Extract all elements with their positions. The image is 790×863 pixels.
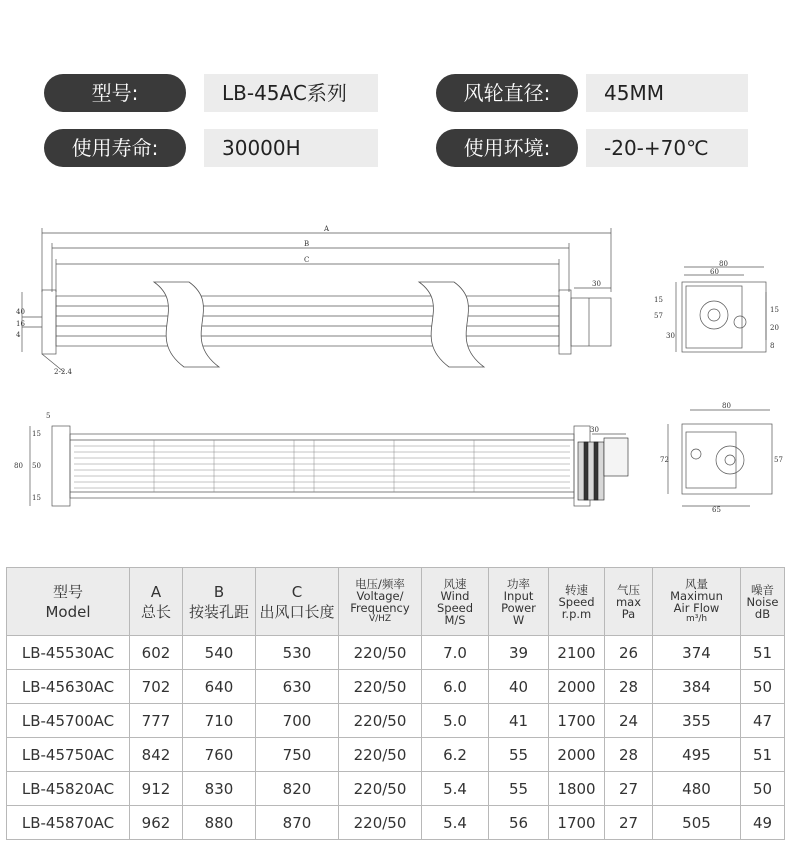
cell-pressure: 28: [605, 738, 653, 772]
table-body: [7, 636, 785, 840]
end-view-bottom-drawing: [660, 402, 784, 514]
table-row: [7, 772, 785, 806]
table-header: [7, 568, 785, 636]
end-top-d60: 60: [710, 268, 719, 276]
header-line: 按装孔距: [188, 602, 249, 621]
cell-b-hole-distance: 640: [183, 670, 256, 704]
cell-air-flow: 374: [653, 636, 741, 670]
end-top-d15a: 15: [654, 296, 663, 304]
cell-speed: 1700: [549, 704, 605, 738]
header-line: 总长: [140, 602, 171, 621]
header-line: 风量: [685, 577, 708, 591]
header-line: 型号: [52, 582, 83, 601]
cell-input-power: 39: [489, 636, 549, 670]
cell-wind-speed: 5.0: [422, 704, 489, 738]
cell-c-outlet-length: 750: [256, 738, 339, 772]
cell-noise: 51: [741, 636, 785, 670]
header-line: 噪音: [751, 582, 774, 597]
end-top-d80: 80: [719, 260, 728, 268]
end-top-d20: 20: [770, 324, 779, 332]
header-wind-speed: [422, 568, 489, 636]
cell-wind-speed: 7.0: [422, 636, 489, 670]
cell-noise: 50: [741, 670, 785, 704]
spec-wheel-diameter-label: 风轮直径:: [436, 74, 578, 112]
header-line: Maximun: [670, 589, 723, 603]
cell-a-total-length: 702: [130, 670, 183, 704]
header-line: 气压: [617, 582, 640, 597]
cell-c-outlet-length: 700: [256, 704, 339, 738]
spec-table: [6, 567, 785, 840]
cell-c-outlet-length: 630: [256, 670, 339, 704]
cell-b-hole-distance: 830: [183, 772, 256, 806]
header-line: V/HZ: [368, 614, 392, 624]
cell-wind-speed: 5.4: [422, 806, 489, 840]
cell-pressure: 28: [605, 670, 653, 704]
dim-c: C: [304, 256, 310, 264]
cell-speed: 2000: [549, 670, 605, 704]
table-row: [7, 738, 785, 772]
cell-speed: 2100: [549, 636, 605, 670]
cell-a-total-length: 842: [130, 738, 183, 772]
header-pressure: [605, 568, 653, 636]
cell-model: LB-45820AC: [7, 772, 130, 806]
spec-wheel-diameter: [436, 74, 748, 112]
header-line: Input: [503, 588, 534, 603]
header-voltage-frequency: [339, 568, 422, 636]
header-line: Noise: [746, 594, 779, 609]
cell-input-power: 40: [489, 670, 549, 704]
cell-air-flow: 355: [653, 704, 741, 738]
spec-environment-value: -20-+70℃: [586, 129, 748, 167]
spec-lifetime: [44, 129, 378, 167]
spec-lifetime-value: 30000H: [204, 129, 378, 167]
header-line: 电压/频率: [355, 577, 405, 591]
header-line: max: [615, 594, 642, 609]
end-bottom-d80: 80: [722, 402, 731, 410]
cell-wind-speed: 5.4: [422, 772, 489, 806]
header-input-power: [489, 568, 549, 636]
dim-16: 16: [16, 320, 25, 328]
front-d5: 5: [46, 412, 51, 420]
header-line: B: [213, 582, 225, 601]
cell-voltage-frequency: 220/50: [339, 636, 422, 670]
dim-b: B: [304, 240, 310, 248]
cell-noise: 47: [741, 704, 785, 738]
cell-c-outlet-length: 530: [256, 636, 339, 670]
end-bottom-d57: 57: [774, 456, 783, 464]
dim-4: 4: [16, 331, 21, 339]
table-row: [7, 636, 785, 670]
table-row: [7, 670, 785, 704]
cell-b-hole-distance: 760: [183, 738, 256, 772]
cell-model: LB-45750AC: [7, 738, 130, 772]
cell-c-outlet-length: 870: [256, 806, 339, 840]
header-line: Pa: [621, 606, 636, 621]
cell-b-hole-distance: 540: [183, 636, 256, 670]
front-d15a: 15: [32, 430, 41, 438]
cell-input-power: 55: [489, 772, 549, 806]
table-row: [7, 704, 785, 738]
header-noise: [741, 568, 785, 636]
header-line: Voltage/: [356, 589, 404, 603]
cell-noise: 49: [741, 806, 785, 840]
dim-40: 40: [16, 308, 25, 316]
header-air-flow: [653, 568, 741, 636]
cell-model: LB-45530AC: [7, 636, 130, 670]
cell-voltage-frequency: 220/50: [339, 738, 422, 772]
cell-input-power: 41: [489, 704, 549, 738]
spec-lifetime-label: 使用寿命:: [44, 129, 186, 167]
dim-a: A: [324, 225, 330, 233]
header-a-total-length: [130, 568, 183, 636]
front-d15b: 15: [32, 494, 41, 502]
cell-pressure: 26: [605, 636, 653, 670]
cell-a-total-length: 912: [130, 772, 183, 806]
cell-pressure: 27: [605, 806, 653, 840]
cell-noise: 51: [741, 738, 785, 772]
dim-30: 30: [592, 280, 601, 288]
header-line: 出风口长度: [259, 602, 335, 621]
cell-air-flow: 495: [653, 738, 741, 772]
header-line: r.p.m: [561, 606, 592, 621]
header-line: C: [291, 582, 303, 601]
header-line: Speed: [436, 600, 474, 615]
header-line: M/S: [444, 612, 466, 627]
cell-air-flow: 480: [653, 772, 741, 806]
end-bottom-d65: 65: [712, 506, 721, 514]
cell-b-hole-distance: 710: [183, 704, 256, 738]
header-line: Wind: [440, 588, 470, 603]
cell-a-total-length: 602: [130, 636, 183, 670]
cell-speed: 1800: [549, 772, 605, 806]
front-d30: 30: [590, 426, 599, 434]
header-line: 功率: [507, 576, 530, 591]
cell-air-flow: 505: [653, 806, 741, 840]
end-top-d8: 8: [770, 342, 775, 350]
cell-pressure: 27: [605, 772, 653, 806]
table-row: [7, 806, 785, 840]
cell-voltage-frequency: 220/50: [339, 806, 422, 840]
end-top-d15b: 15: [770, 306, 779, 314]
spec-model: [44, 74, 378, 112]
cell-c-outlet-length: 820: [256, 772, 339, 806]
cell-model: LB-45870AC: [7, 806, 130, 840]
spec-model-value: LB-45AC系列: [204, 74, 378, 112]
end-top-d57: 57: [654, 312, 663, 320]
cell-b-hole-distance: 880: [183, 806, 256, 840]
header-line: Model: [45, 602, 91, 621]
cell-speed: 1700: [549, 806, 605, 840]
header-line: 转速: [565, 582, 588, 597]
spec-environment: [436, 129, 748, 167]
front-view-drawing: [14, 408, 644, 518]
end-bottom-d72: 72: [660, 456, 669, 464]
header-line: m³/h: [685, 614, 708, 624]
header-model: [7, 568, 130, 636]
cell-model: LB-45700AC: [7, 704, 130, 738]
cell-air-flow: 384: [653, 670, 741, 704]
end-view-top-drawing: [636, 260, 784, 360]
cell-a-total-length: 962: [130, 806, 183, 840]
cell-input-power: 55: [489, 738, 549, 772]
header-c-outlet-length: [256, 568, 339, 636]
cell-noise: 50: [741, 772, 785, 806]
cell-voltage-frequency: 220/50: [339, 670, 422, 704]
cell-a-total-length: 777: [130, 704, 183, 738]
cell-speed: 2000: [549, 738, 605, 772]
cell-model: LB-45630AC: [7, 670, 130, 704]
top-view-drawing: [14, 222, 634, 380]
front-d50: 50: [32, 462, 41, 470]
cell-voltage-frequency: 220/50: [339, 704, 422, 738]
spec-model-label: 型号:: [44, 74, 186, 112]
header-b-hole-distance: [183, 568, 256, 636]
end-top-d30: 30: [666, 332, 675, 340]
cell-voltage-frequency: 220/50: [339, 772, 422, 806]
header-line: A: [150, 582, 162, 601]
spec-wheel-diameter-value: 45MM: [586, 74, 748, 112]
header-line: Frequency: [350, 601, 410, 615]
header-line: dB: [754, 606, 771, 621]
header-line: 风速: [443, 576, 467, 591]
dim-hole: 2-2.4: [54, 368, 72, 376]
front-d80: 80: [14, 462, 23, 470]
header-line: Air Flow: [673, 601, 720, 615]
header-line: Speed: [558, 594, 595, 609]
cell-pressure: 24: [605, 704, 653, 738]
cell-wind-speed: 6.0: [422, 670, 489, 704]
spec-environment-label: 使用环境:: [436, 129, 578, 167]
header-line: Power: [501, 600, 536, 615]
cell-wind-speed: 6.2: [422, 738, 489, 772]
header-speed: [549, 568, 605, 636]
header-line: W: [512, 612, 525, 627]
cell-input-power: 56: [489, 806, 549, 840]
